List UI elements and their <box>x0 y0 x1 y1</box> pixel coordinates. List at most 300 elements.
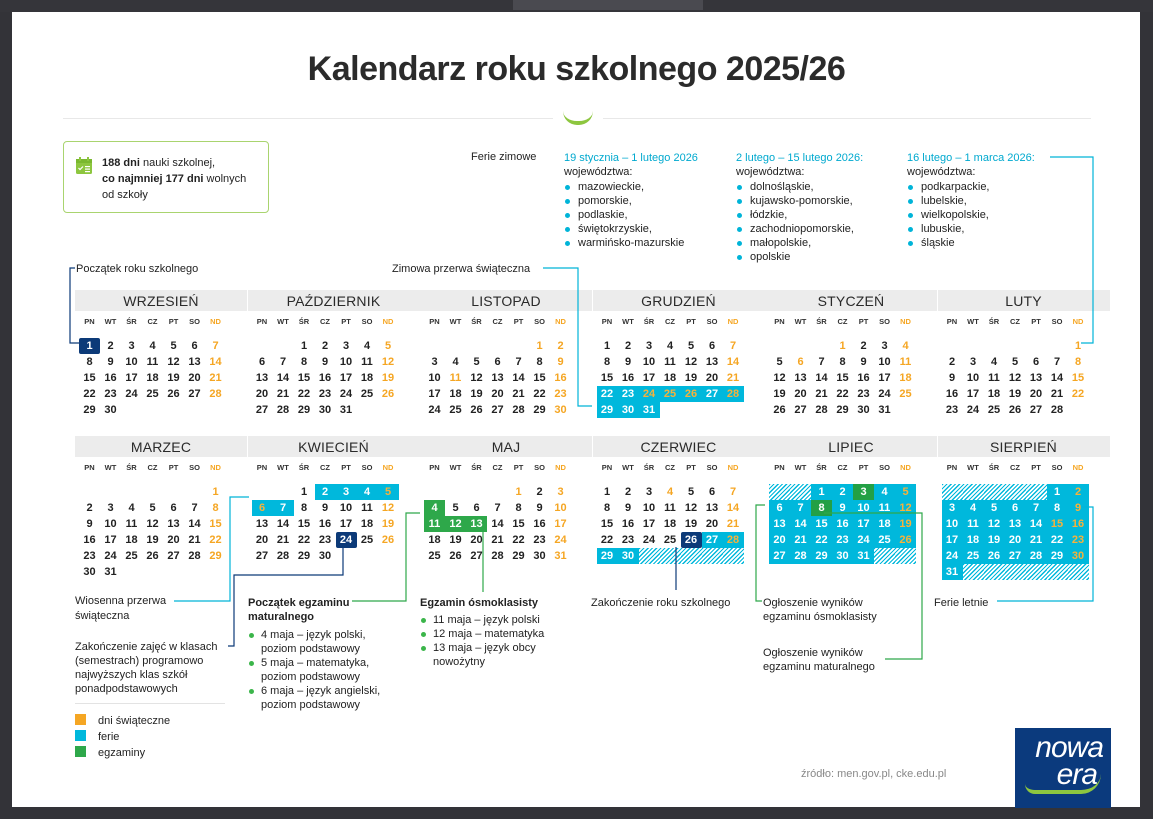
day-cell[interactable]: 29 <box>811 548 832 564</box>
day-cell[interactable]: 1 <box>603 486 611 498</box>
day-cell[interactable]: 13 <box>1029 372 1043 384</box>
day-cell[interactable]: 10 <box>125 356 138 368</box>
day-cell[interactable]: 4 <box>424 500 445 516</box>
day-cell[interactable]: 16 <box>621 372 635 384</box>
day-cell[interactable]: 3 <box>107 502 114 514</box>
day-cell[interactable]: 25 <box>360 534 374 546</box>
day-cell[interactable]: 31 <box>942 564 963 580</box>
day-cell[interactable]: 25 <box>125 550 138 562</box>
day-cell[interactable]: 17 <box>878 372 891 384</box>
day-cell[interactable]: 29 <box>297 404 311 416</box>
day-cell[interactable]: 4 <box>963 500 984 516</box>
day-cell[interactable]: 12 <box>381 356 395 368</box>
day-cell[interactable]: 21 <box>815 388 828 400</box>
day-cell[interactable]: 24 <box>339 388 353 400</box>
day-cell[interactable]: 18 <box>428 534 441 546</box>
day-cell[interactable]: 23 <box>945 404 959 416</box>
day-cell[interactable]: 28 <box>276 550 290 562</box>
day-cell[interactable]: 19 <box>381 518 395 530</box>
day-cell[interactable]: 23 <box>1068 532 1089 548</box>
day-cell[interactable]: 9 <box>860 356 867 368</box>
day-cell[interactable]: 22 <box>1071 388 1085 400</box>
day-cell[interactable]: 15 <box>83 372 96 384</box>
day-cell[interactable]: 2 <box>321 340 329 352</box>
day-cell[interactable]: 2 <box>1068 484 1089 500</box>
day-cell[interactable]: 25 <box>660 386 681 402</box>
day-cell[interactable]: 26 <box>681 532 702 548</box>
day-cell[interactable]: 21 <box>276 534 290 546</box>
day-cell[interactable]: 29 <box>1047 548 1068 564</box>
day-cell[interactable]: 15 <box>836 372 849 384</box>
day-cell[interactable]: 7 <box>273 500 294 516</box>
day-cell[interactable]: 24 <box>853 532 874 548</box>
day-cell[interactable]: 6 <box>473 502 480 514</box>
day-cell[interactable]: 25 <box>899 388 912 400</box>
day-cell[interactable]: 26 <box>167 388 180 400</box>
day-cell[interactable]: 30 <box>318 550 332 562</box>
day-cell[interactable]: 18 <box>874 516 895 532</box>
day-cell[interactable]: 13 <box>1005 516 1026 532</box>
day-cell[interactable]: 24 <box>642 534 656 546</box>
day-cell[interactable]: 15 <box>209 518 222 530</box>
day-cell[interactable]: 28 <box>512 404 525 416</box>
day-cell[interactable]: 19 <box>895 516 916 532</box>
day-cell[interactable]: 26 <box>895 532 916 548</box>
day-cell[interactable]: 24 <box>336 532 357 548</box>
day-cell[interactable]: 18 <box>449 388 462 400</box>
day-cell[interactable]: 3 <box>128 340 135 352</box>
day-cell[interactable]: 21 <box>491 534 504 546</box>
day-cell[interactable]: 18 <box>663 372 677 384</box>
day-cell[interactable]: 6 <box>191 340 198 352</box>
day-cell[interactable]: 3 <box>942 500 963 516</box>
day-cell[interactable]: 12 <box>684 356 698 368</box>
day-cell[interactable]: 24 <box>104 550 117 562</box>
day-cell[interactable]: 15 <box>297 518 311 530</box>
day-cell[interactable]: 7 <box>790 500 811 516</box>
day-cell[interactable]: 8 <box>86 356 93 368</box>
day-cell[interactable]: 22 <box>533 388 546 400</box>
day-cell[interactable]: 10 <box>642 502 656 514</box>
day-cell[interactable]: 26 <box>449 550 462 562</box>
day-cell[interactable]: 11 <box>664 502 676 514</box>
day-cell[interactable]: 3 <box>342 340 350 352</box>
day-cell[interactable]: 31 <box>554 550 567 562</box>
day-cell[interactable]: 6 <box>708 486 716 498</box>
day-cell[interactable]: 6 <box>494 356 501 368</box>
day-cell[interactable]: 11 <box>125 518 138 530</box>
day-cell[interactable]: 13 <box>794 372 807 384</box>
day-cell[interactable]: 17 <box>942 532 963 548</box>
day-cell[interactable]: 23 <box>104 388 117 400</box>
day-cell[interactable]: 3 <box>431 356 438 368</box>
day-cell[interactable]: 19 <box>167 372 180 384</box>
day-cell[interactable]: 31 <box>104 566 117 578</box>
day-cell[interactable]: 1 <box>839 340 846 352</box>
day-cell[interactable]: 9 <box>86 518 93 530</box>
day-cell[interactable]: 11 <box>899 356 912 368</box>
day-cell[interactable]: 8 <box>212 502 219 514</box>
day-cell[interactable]: 28 <box>491 550 504 562</box>
day-cell[interactable]: 17 <box>642 372 656 384</box>
day-cell[interactable]: 3 <box>557 486 564 498</box>
day-cell[interactable]: 14 <box>815 372 828 384</box>
day-cell[interactable]: 11 <box>963 516 984 532</box>
day-cell[interactable]: 9 <box>557 356 564 368</box>
day-cell[interactable]: 1 <box>515 486 522 498</box>
day-cell[interactable]: 16 <box>533 518 546 530</box>
day-cell[interactable]: 29 <box>512 550 525 562</box>
day-cell[interactable]: 14 <box>209 356 222 368</box>
day-cell[interactable]: 12 <box>1008 372 1022 384</box>
day-cell[interactable]: 19 <box>984 532 1005 548</box>
day-cell[interactable]: 21 <box>276 388 290 400</box>
day-cell[interactable]: 17 <box>642 518 656 530</box>
day-cell[interactable]: 2 <box>948 356 956 368</box>
day-cell[interactable]: 2 <box>107 340 114 352</box>
day-cell[interactable]: 18 <box>125 534 138 546</box>
day-cell[interactable]: 16 <box>83 534 96 546</box>
day-cell[interactable]: 15 <box>1047 516 1068 532</box>
day-cell[interactable]: 18 <box>987 388 1001 400</box>
day-cell[interactable]: 20 <box>470 534 483 546</box>
day-cell[interactable]: 27 <box>188 388 201 400</box>
day-cell[interactable]: 26 <box>681 386 702 402</box>
day-cell[interactable]: 25 <box>987 404 1001 416</box>
day-cell[interactable]: 26 <box>1008 404 1022 416</box>
day-cell[interactable]: 22 <box>297 388 311 400</box>
day-cell[interactable]: 1 <box>212 486 219 498</box>
day-cell[interactable]: 13 <box>466 516 487 532</box>
day-cell[interactable]: 14 <box>491 518 504 530</box>
day-cell[interactable]: 17 <box>125 372 138 384</box>
day-cell[interactable]: 24 <box>966 404 980 416</box>
day-cell[interactable]: 28 <box>276 404 290 416</box>
day-cell[interactable]: 20 <box>1005 532 1026 548</box>
day-cell[interactable]: 16 <box>857 372 870 384</box>
day-cell[interactable]: 22 <box>83 388 96 400</box>
day-cell[interactable]: 17 <box>853 516 874 532</box>
day-cell[interactable]: 18 <box>146 372 159 384</box>
day-cell[interactable]: 22 <box>209 534 222 546</box>
day-cell[interactable]: 17 <box>339 372 353 384</box>
day-cell[interactable]: 31 <box>339 404 353 416</box>
day-cell[interactable]: 3 <box>969 356 977 368</box>
day-cell[interactable]: 16 <box>554 372 567 384</box>
day-cell[interactable]: 20 <box>255 388 269 400</box>
day-cell[interactable]: 25 <box>963 548 984 564</box>
day-cell[interactable]: 8 <box>603 356 611 368</box>
day-cell[interactable]: 23 <box>554 388 567 400</box>
day-cell[interactable]: 31 <box>853 548 874 564</box>
day-cell[interactable]: 24 <box>942 548 963 564</box>
day-cell[interactable]: 20 <box>1029 388 1043 400</box>
day-cell[interactable]: 2 <box>860 340 867 352</box>
day-cell[interactable]: 4 <box>666 486 674 498</box>
day-cell[interactable]: 17 <box>339 518 353 530</box>
day-cell[interactable]: 5 <box>384 340 392 352</box>
day-cell[interactable]: 21 <box>1026 532 1047 548</box>
day-cell[interactable]: 7 <box>494 502 501 514</box>
day-cell[interactable]: 11 <box>424 516 445 532</box>
day-cell[interactable]: 30 <box>554 404 567 416</box>
day-cell[interactable]: 15 <box>297 372 311 384</box>
day-cell[interactable]: 2 <box>624 486 632 498</box>
day-cell[interactable]: 30 <box>1068 548 1089 564</box>
day-cell[interactable]: 27 <box>255 550 269 562</box>
day-cell[interactable]: 9 <box>624 356 632 368</box>
day-cell[interactable]: 23 <box>318 534 332 546</box>
day-cell[interactable]: 8 <box>300 502 308 514</box>
day-cell[interactable]: 23 <box>832 532 853 548</box>
day-cell[interactable]: 5 <box>452 502 459 514</box>
day-cell[interactable]: 1 <box>1047 484 1068 500</box>
day-cell[interactable]: 11 <box>874 500 895 516</box>
day-cell[interactable]: 19 <box>381 372 395 384</box>
day-cell[interactable]: 14 <box>790 516 811 532</box>
day-cell[interactable]: 11 <box>361 356 373 368</box>
day-cell[interactable]: 6 <box>1032 356 1040 368</box>
day-cell[interactable]: 1 <box>811 484 832 500</box>
day-cell[interactable]: 20 <box>491 388 504 400</box>
day-cell[interactable]: 19 <box>1008 388 1022 400</box>
day-cell[interactable]: 3 <box>853 484 874 500</box>
day-cell[interactable]: 9 <box>948 372 956 384</box>
day-cell[interactable]: 25 <box>428 550 441 562</box>
day-cell[interactable]: 22 <box>600 534 614 546</box>
day-cell[interactable]: 27 <box>167 550 180 562</box>
day-cell[interactable]: 26 <box>381 388 395 400</box>
day-cell[interactable]: 27 <box>255 404 269 416</box>
day-cell[interactable]: 16 <box>832 516 853 532</box>
day-cell[interactable]: 7 <box>1053 356 1061 368</box>
day-cell[interactable]: 17 <box>966 388 980 400</box>
day-cell[interactable]: 5 <box>473 356 480 368</box>
day-cell[interactable]: 2 <box>315 484 336 500</box>
day-cell[interactable]: 13 <box>255 372 269 384</box>
day-cell[interactable]: 30 <box>857 404 870 416</box>
day-cell[interactable]: 30 <box>533 550 546 562</box>
day-cell[interactable]: 29 <box>836 404 849 416</box>
day-cell[interactable]: 1 <box>1074 340 1082 352</box>
day-cell[interactable]: 7 <box>212 340 219 352</box>
day-cell[interactable]: 23 <box>857 388 870 400</box>
day-cell[interactable]: 26 <box>773 404 786 416</box>
day-cell[interactable]: 22 <box>1047 532 1068 548</box>
day-cell[interactable]: 22 <box>512 534 525 546</box>
day-cell[interactable]: 23 <box>618 386 639 402</box>
day-cell[interactable]: 15 <box>1071 372 1085 384</box>
day-cell[interactable]: 8 <box>839 356 846 368</box>
day-cell[interactable]: 12 <box>895 500 916 516</box>
day-cell[interactable]: 4 <box>666 340 674 352</box>
viewer-tab[interactable] <box>513 0 703 10</box>
day-cell[interactable]: 10 <box>642 356 656 368</box>
day-cell[interactable]: 20 <box>188 372 201 384</box>
day-cell[interactable]: 13 <box>705 356 719 368</box>
day-cell[interactable]: 2 <box>536 486 543 498</box>
day-cell[interactable]: 26 <box>146 550 159 562</box>
day-cell[interactable]: 15 <box>533 372 546 384</box>
day-cell[interactable]: 16 <box>1068 516 1089 532</box>
day-cell[interactable]: 14 <box>512 372 525 384</box>
day-cell[interactable]: 7 <box>1026 500 1047 516</box>
day-cell[interactable]: 28 <box>723 532 744 548</box>
day-cell[interactable]: 12 <box>684 502 698 514</box>
day-cell[interactable]: 10 <box>428 372 441 384</box>
day-cell[interactable]: 27 <box>794 404 807 416</box>
day-cell[interactable]: 8 <box>536 356 543 368</box>
day-cell[interactable]: 21 <box>188 534 201 546</box>
day-cell[interactable]: 10 <box>878 356 891 368</box>
day-cell[interactable]: 16 <box>104 372 117 384</box>
day-cell[interactable]: 5 <box>170 340 177 352</box>
day-cell[interactable]: 5 <box>895 484 916 500</box>
day-cell[interactable]: 28 <box>1050 404 1064 416</box>
day-cell[interactable]: 6 <box>769 500 790 516</box>
day-cell[interactable]: 24 <box>125 388 138 400</box>
day-cell[interactable]: 27 <box>470 550 483 562</box>
day-cell[interactable]: 20 <box>705 518 719 530</box>
day-cell[interactable]: 9 <box>832 500 853 516</box>
day-cell[interactable]: 11 <box>449 372 462 384</box>
day-cell[interactable]: 7 <box>191 502 198 514</box>
day-cell[interactable]: 27 <box>769 548 790 564</box>
day-cell[interactable]: 19 <box>470 388 483 400</box>
day-cell[interactable]: 19 <box>684 372 698 384</box>
day-cell[interactable]: 28 <box>723 386 744 402</box>
day-cell[interactable]: 23 <box>533 534 546 546</box>
day-cell[interactable]: 18 <box>963 532 984 548</box>
day-cell[interactable]: 5 <box>149 502 156 514</box>
day-cell[interactable]: 27 <box>702 532 723 548</box>
day-cell[interactable]: 20 <box>167 534 180 546</box>
day-cell[interactable]: 6 <box>252 500 273 516</box>
day-cell[interactable]: 25 <box>360 388 374 400</box>
day-cell[interactable]: 27 <box>702 386 723 402</box>
day-cell[interactable]: 30 <box>618 402 639 418</box>
day-cell[interactable]: 16 <box>318 518 332 530</box>
day-cell[interactable]: 12 <box>445 516 466 532</box>
day-cell[interactable]: 19 <box>773 388 786 400</box>
day-cell[interactable]: 10 <box>853 500 874 516</box>
day-cell[interactable]: 19 <box>449 534 462 546</box>
day-cell[interactable]: 23 <box>318 388 332 400</box>
day-cell[interactable]: 16 <box>945 388 959 400</box>
day-cell[interactable]: 12 <box>984 516 1005 532</box>
day-cell[interactable]: 11 <box>146 356 159 368</box>
day-cell[interactable]: 20 <box>769 532 790 548</box>
day-cell[interactable]: 26 <box>984 548 1005 564</box>
day-cell[interactable]: 30 <box>83 566 96 578</box>
day-cell[interactable]: 31 <box>878 404 891 416</box>
day-cell[interactable]: 28 <box>209 388 222 400</box>
day-cell[interactable]: 4 <box>874 484 895 500</box>
day-cell[interactable]: 22 <box>836 388 849 400</box>
day-cell[interactable]: 18 <box>663 518 677 530</box>
day-cell[interactable]: 16 <box>621 518 635 530</box>
day-cell[interactable]: 5 <box>687 486 695 498</box>
day-cell[interactable]: 9 <box>624 502 632 514</box>
day-cell[interactable]: 12 <box>167 356 180 368</box>
day-cell[interactable]: 29 <box>83 404 96 416</box>
day-cell[interactable]: 14 <box>1050 372 1064 384</box>
day-cell[interactable]: 13 <box>705 502 719 514</box>
day-cell[interactable]: 5 <box>687 340 695 352</box>
day-cell[interactable]: 2 <box>86 502 93 514</box>
day-cell[interactable]: 10 <box>966 372 980 384</box>
day-cell[interactable]: 5 <box>984 500 1005 516</box>
day-cell[interactable]: 5 <box>776 356 783 368</box>
day-cell[interactable]: 29 <box>209 550 222 562</box>
day-cell[interactable]: 25 <box>449 404 462 416</box>
day-cell[interactable]: 11 <box>361 502 373 514</box>
day-cell[interactable]: 24 <box>639 386 660 402</box>
day-cell[interactable]: 14 <box>726 356 740 368</box>
day-cell[interactable]: 29 <box>533 404 546 416</box>
day-cell[interactable]: 4 <box>452 356 459 368</box>
day-cell[interactable]: 6 <box>170 502 177 514</box>
day-cell[interactable]: 15 <box>600 372 614 384</box>
day-cell[interactable]: 31 <box>639 402 660 418</box>
day-cell[interactable]: 10 <box>339 356 353 368</box>
day-cell[interactable]: 13 <box>167 518 180 530</box>
day-cell[interactable]: 28 <box>815 404 828 416</box>
day-cell[interactable]: 24 <box>878 388 891 400</box>
day-cell[interactable]: 18 <box>360 518 374 530</box>
day-cell[interactable]: 1 <box>300 340 308 352</box>
day-cell[interactable]: 2 <box>832 484 853 500</box>
day-cell[interactable]: 20 <box>705 372 719 384</box>
day-cell[interactable]: 19 <box>146 534 159 546</box>
day-cell[interactable]: 17 <box>554 518 567 530</box>
day-cell[interactable]: 16 <box>318 372 332 384</box>
day-cell[interactable]: 14 <box>188 518 201 530</box>
day-cell[interactable]: 19 <box>684 518 698 530</box>
day-cell[interactable]: 2 <box>624 340 632 352</box>
day-cell[interactable]: 12 <box>470 372 483 384</box>
day-cell[interactable]: 27 <box>491 404 504 416</box>
day-cell[interactable]: 4 <box>128 502 135 514</box>
day-cell[interactable]: 6 <box>708 340 716 352</box>
day-cell[interactable]: 4 <box>357 484 378 500</box>
day-cell[interactable]: 30 <box>318 404 332 416</box>
day-cell[interactable]: 11 <box>664 356 676 368</box>
day-cell[interactable]: 4 <box>990 356 998 368</box>
day-cell[interactable]: 7 <box>515 356 522 368</box>
day-cell[interactable]: 21 <box>726 518 740 530</box>
day-cell[interactable]: 8 <box>603 502 611 514</box>
day-cell[interactable]: 2 <box>557 340 564 352</box>
day-cell[interactable]: 14 <box>276 518 290 530</box>
day-cell[interactable]: 3 <box>881 340 888 352</box>
day-cell[interactable]: 12 <box>146 518 159 530</box>
day-cell[interactable]: 29 <box>297 550 311 562</box>
day-cell[interactable]: 4 <box>149 340 156 352</box>
day-cell[interactable]: 10 <box>339 502 353 514</box>
day-cell[interactable]: 20 <box>255 534 269 546</box>
day-cell[interactable]: 18 <box>360 372 374 384</box>
day-cell[interactable]: 6 <box>797 356 804 368</box>
day-cell[interactable]: 1 <box>603 340 611 352</box>
day-cell[interactable]: 29 <box>597 548 618 564</box>
day-cell[interactable]: 8 <box>811 500 832 516</box>
day-cell[interactable]: 21 <box>512 388 525 400</box>
day-cell[interactable]: 3 <box>645 486 653 498</box>
day-cell[interactable]: 24 <box>428 404 441 416</box>
day-cell[interactable]: 7 <box>818 356 825 368</box>
day-cell[interactable]: 28 <box>1026 548 1047 564</box>
